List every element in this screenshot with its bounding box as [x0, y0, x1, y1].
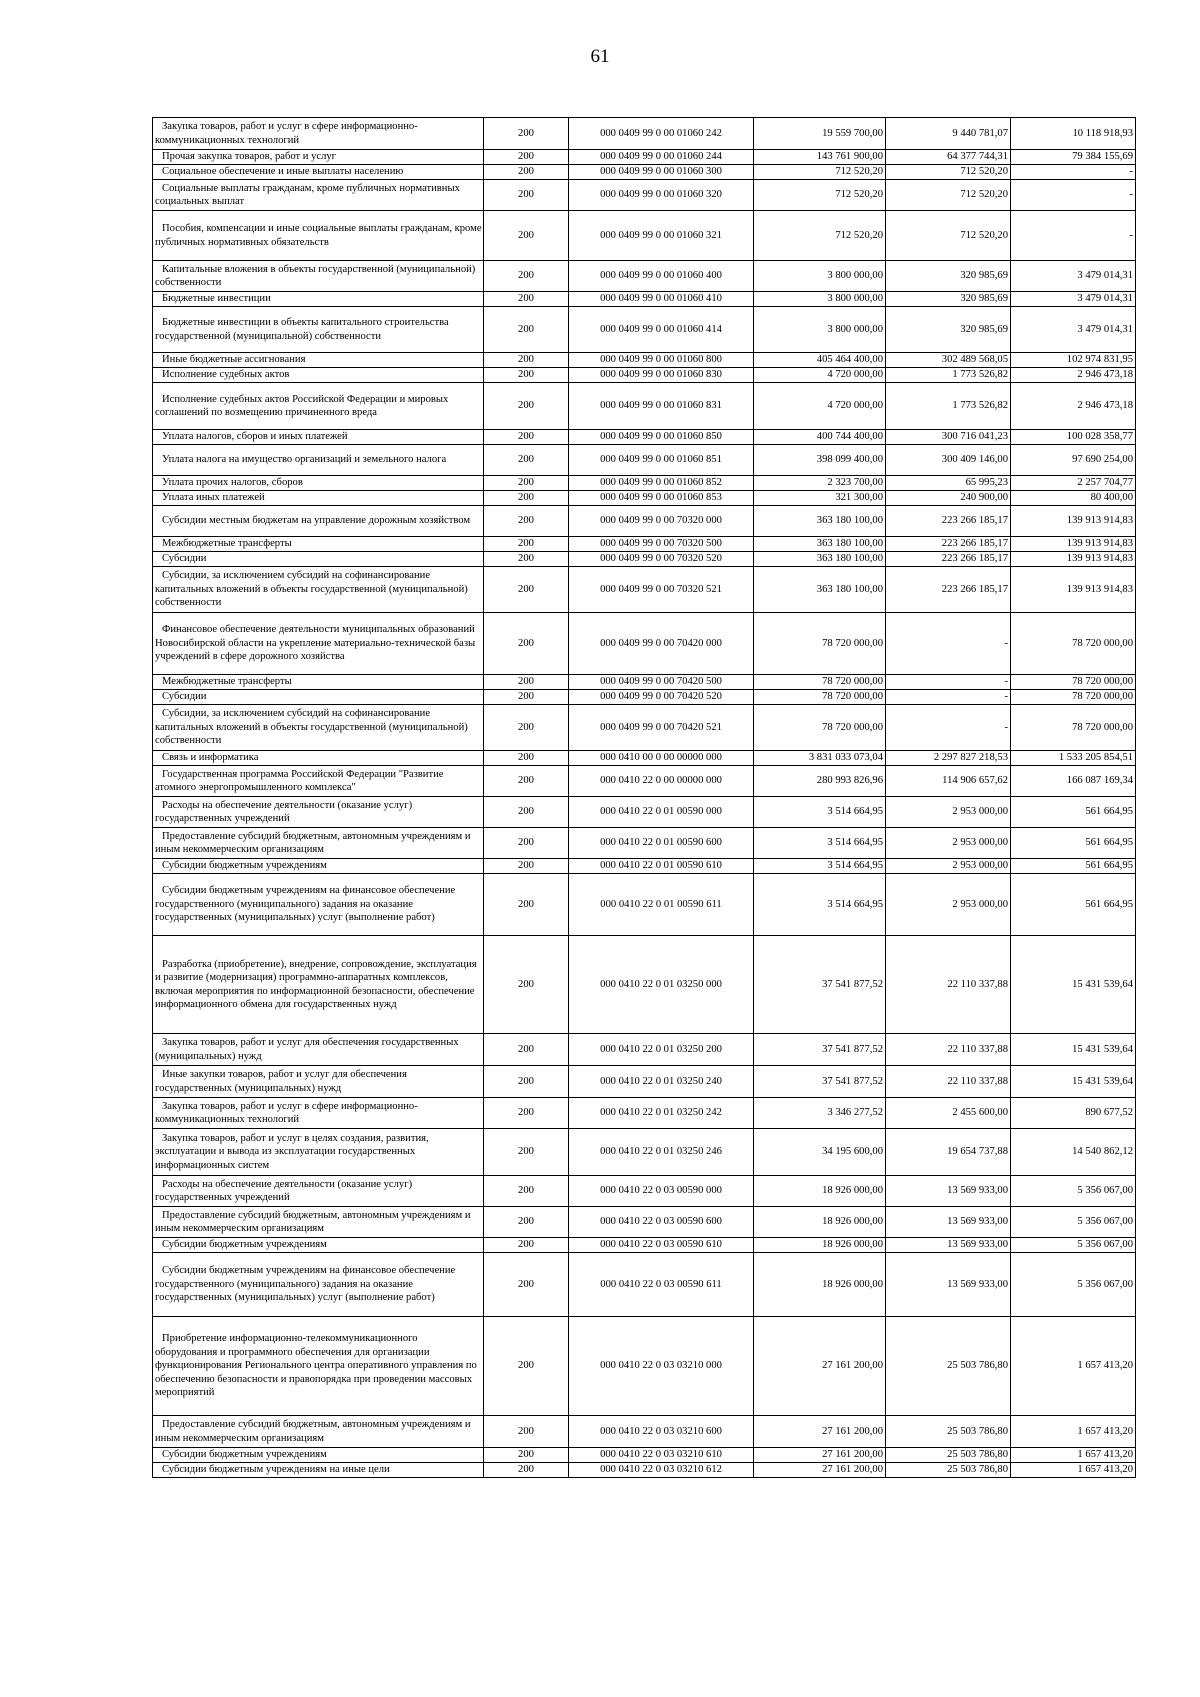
budget-code-cell: 000 0410 22 0 01 03250 246: [569, 1129, 754, 1176]
executed-amount-cell: 1 773 526,82: [886, 383, 1011, 430]
budget-code-cell: 000 0409 99 0 00 01060 410: [569, 292, 754, 307]
line-code-cell: 200: [484, 307, 569, 353]
line-code-cell: 200: [484, 675, 569, 690]
table-row: [153, 261, 1136, 292]
approved-amount-cell: 78 720 000,00: [754, 613, 886, 675]
budget-code-cell: 000 0409 99 0 00 01060 300: [569, 165, 754, 180]
expense-name-cell: Закупка товаров, работ и услуг для обеспечения государственных (муниципальных) нужд: [153, 1034, 484, 1066]
line-code-cell: 200: [484, 353, 569, 368]
unexecuted-amount-cell: 97 690 254,00: [1011, 445, 1136, 476]
unexecuted-amount-cell: 15 431 539,64: [1011, 1066, 1136, 1098]
budget-code-cell: 000 0409 99 0 00 01060 244: [569, 150, 754, 165]
line-code-cell: 200: [484, 1448, 569, 1463]
table-row: [153, 1463, 1136, 1478]
budget-code-cell: 000 0410 22 0 03 00590 600: [569, 1207, 754, 1238]
table-row: [153, 353, 1136, 368]
budget-code-cell: 000 0410 22 0 01 03250 242: [569, 1098, 754, 1129]
executed-amount-cell: 64 377 744,31: [886, 150, 1011, 165]
expense-name-cell: Уплата иных платежей: [153, 491, 484, 506]
expense-name-cell: Предоставление субсидий бюджетным, автономным учреждениям и иным некоммерческим организациям: [153, 828, 484, 859]
budget-code-cell: 000 0409 99 0 00 01060 320: [569, 180, 754, 211]
approved-amount-cell: 19 559 700,00: [754, 118, 886, 150]
expense-name-cell: Разработка (приобретение), внедрение, сопровождение, эксплуатация и развитие (модернизация) программно-аппаратных комплексов, включая мероприятия по информационной безопасности, обеспечение информационного обмена для государственных нужд: [153, 936, 484, 1034]
expense-name-cell: Межбюджетные трансферты: [153, 537, 484, 552]
table-row: [153, 430, 1136, 445]
budget-code-cell: 000 0410 22 0 01 03250 000: [569, 936, 754, 1034]
approved-amount-cell: 78 720 000,00: [754, 690, 886, 705]
budget-code-cell: 000 0410 22 0 03 00590 610: [569, 1238, 754, 1253]
unexecuted-amount-cell: -: [1011, 211, 1136, 261]
unexecuted-amount-cell: 3 479 014,31: [1011, 261, 1136, 292]
table-row: [153, 797, 1136, 828]
unexecuted-amount-cell: 3 479 014,31: [1011, 292, 1136, 307]
unexecuted-amount-cell: 1 657 413,20: [1011, 1416, 1136, 1448]
expense-name-cell: Субсидии: [153, 552, 484, 567]
table-row: [153, 150, 1136, 165]
expense-name-cell: Бюджетные инвестиции в объекты капитального строительства государственной (муниципальной) собственности: [153, 307, 484, 353]
unexecuted-amount-cell: 2 946 473,18: [1011, 383, 1136, 430]
executed-amount-cell: 19 654 737,88: [886, 1129, 1011, 1176]
approved-amount-cell: 280 993 826,96: [754, 766, 886, 797]
executed-amount-cell: 302 489 568,05: [886, 353, 1011, 368]
table-row: [153, 828, 1136, 859]
approved-amount-cell: 27 161 200,00: [754, 1463, 886, 1478]
line-code-cell: 200: [484, 445, 569, 476]
approved-amount-cell: 398 099 400,00: [754, 445, 886, 476]
approved-amount-cell: 3 514 664,95: [754, 828, 886, 859]
approved-amount-cell: 363 180 100,00: [754, 552, 886, 567]
expense-name-cell: Субсидии бюджетным учреждениям: [153, 859, 484, 874]
table-row: [153, 307, 1136, 353]
line-code-cell: 200: [484, 690, 569, 705]
table-row: [153, 506, 1136, 537]
approved-amount-cell: 405 464 400,00: [754, 353, 886, 368]
approved-amount-cell: 34 195 600,00: [754, 1129, 886, 1176]
table-row: [153, 1416, 1136, 1448]
executed-amount-cell: -: [886, 690, 1011, 705]
table-row: [153, 491, 1136, 506]
table-row: [153, 537, 1136, 552]
line-code-cell: 200: [484, 766, 569, 797]
unexecuted-amount-cell: 561 664,95: [1011, 797, 1136, 828]
table-row: [153, 552, 1136, 567]
budget-code-cell: 000 0409 99 0 00 01060 850: [569, 430, 754, 445]
executed-amount-cell: 114 906 657,62: [886, 766, 1011, 797]
approved-amount-cell: 363 180 100,00: [754, 567, 886, 613]
line-code-cell: 200: [484, 828, 569, 859]
table-row: [153, 1034, 1136, 1066]
unexecuted-amount-cell: 5 356 067,00: [1011, 1238, 1136, 1253]
budget-code-cell: 000 0410 22 0 03 03210 610: [569, 1448, 754, 1463]
approved-amount-cell: 18 926 000,00: [754, 1176, 886, 1207]
line-code-cell: 200: [484, 874, 569, 936]
executed-amount-cell: 320 985,69: [886, 261, 1011, 292]
unexecuted-amount-cell: 139 913 914,83: [1011, 567, 1136, 613]
approved-amount-cell: 37 541 877,52: [754, 1066, 886, 1098]
line-code-cell: 200: [484, 552, 569, 567]
approved-amount-cell: 78 720 000,00: [754, 705, 886, 751]
approved-amount-cell: 18 926 000,00: [754, 1253, 886, 1317]
budget-code-cell: 000 0410 22 0 01 03250 240: [569, 1066, 754, 1098]
executed-amount-cell: 25 503 786,80: [886, 1416, 1011, 1448]
budget-code-cell: 000 0410 22 0 01 00590 000: [569, 797, 754, 828]
table-row: [153, 766, 1136, 797]
table-row: [153, 1448, 1136, 1463]
expense-name-cell: Межбюджетные трансферты: [153, 675, 484, 690]
approved-amount-cell: 712 520,20: [754, 211, 886, 261]
line-code-cell: 200: [484, 180, 569, 211]
line-code-cell: 200: [484, 165, 569, 180]
executed-amount-cell: 223 266 185,17: [886, 567, 1011, 613]
unexecuted-amount-cell: 10 118 918,93: [1011, 118, 1136, 150]
approved-amount-cell: 3 800 000,00: [754, 292, 886, 307]
table-row: [153, 292, 1136, 307]
line-code-cell: 200: [484, 567, 569, 613]
executed-amount-cell: 65 995,23: [886, 476, 1011, 491]
line-code-cell: 200: [484, 383, 569, 430]
executed-amount-cell: -: [886, 613, 1011, 675]
budget-code-cell: 000 0410 00 0 00 00000 000: [569, 751, 754, 766]
table-row: [153, 1207, 1136, 1238]
expense-name-cell: Предоставление субсидий бюджетным, автономным учреждениям и иным некоммерческим организациям: [153, 1416, 484, 1448]
table-row: [153, 165, 1136, 180]
budget-code-cell: 000 0409 99 0 00 70320 521: [569, 567, 754, 613]
expense-name-cell: Пособия, компенсации и иные социальные выплаты гражданам, кроме публичных нормативных обязательств: [153, 211, 484, 261]
executed-amount-cell: 712 520,20: [886, 180, 1011, 211]
table-row: [153, 1238, 1136, 1253]
line-code-cell: 200: [484, 1238, 569, 1253]
expense-name-cell: Субсидии, за исключением субсидий на софинансирование капитальных вложений в объекты государственной (муниципальной) собственности: [153, 567, 484, 613]
budget-code-cell: 000 0409 99 0 00 01060 800: [569, 353, 754, 368]
unexecuted-amount-cell: 561 664,95: [1011, 828, 1136, 859]
table-row: [153, 180, 1136, 211]
line-code-cell: 200: [484, 506, 569, 537]
line-code-cell: 200: [484, 430, 569, 445]
expense-name-cell: Расходы на обеспечение деятельности (оказание услуг) государственных учреждений: [153, 1176, 484, 1207]
approved-amount-cell: 78 720 000,00: [754, 675, 886, 690]
executed-amount-cell: 1 773 526,82: [886, 368, 1011, 383]
line-code-cell: 200: [484, 118, 569, 150]
table-row: [153, 936, 1136, 1034]
unexecuted-amount-cell: 79 384 155,69: [1011, 150, 1136, 165]
budget-code-cell: 000 0410 22 0 01 00590 610: [569, 859, 754, 874]
unexecuted-amount-cell: 561 664,95: [1011, 859, 1136, 874]
expense-name-cell: Расходы на обеспечение деятельности (оказание услуг) государственных учреждений: [153, 797, 484, 828]
budget-code-cell: 000 0410 22 0 01 00590 600: [569, 828, 754, 859]
executed-amount-cell: 22 110 337,88: [886, 1034, 1011, 1066]
expense-name-cell: Субсидии бюджетным учреждениям на финансовое обеспечение государственного (муниципального) задания на оказание государственных (муниципальных) услуг (выполнение работ): [153, 1253, 484, 1317]
budget-code-cell: 000 0410 22 0 01 00590 611: [569, 874, 754, 936]
table-row: [153, 1098, 1136, 1129]
expense-name-cell: Субсидии, за исключением субсидий на софинансирование капитальных вложений в объекты государственной (муниципальной) собственности: [153, 705, 484, 751]
line-code-cell: 200: [484, 1253, 569, 1317]
unexecuted-amount-cell: -: [1011, 165, 1136, 180]
budget-code-cell: 000 0409 99 0 00 01060 400: [569, 261, 754, 292]
line-code-cell: 200: [484, 476, 569, 491]
budget-execution-table: [152, 117, 1136, 1478]
expense-name-cell: Капитальные вложения в объекты государственной (муниципальной) собственности: [153, 261, 484, 292]
budget-code-cell: 000 0409 99 0 00 01060 831: [569, 383, 754, 430]
unexecuted-amount-cell: 2 257 704,77: [1011, 476, 1136, 491]
executed-amount-cell: 13 569 933,00: [886, 1176, 1011, 1207]
approved-amount-cell: 321 300,00: [754, 491, 886, 506]
line-code-cell: 200: [484, 613, 569, 675]
table-row: [153, 859, 1136, 874]
executed-amount-cell: 13 569 933,00: [886, 1238, 1011, 1253]
table-row: [153, 211, 1136, 261]
table-row: [153, 476, 1136, 491]
expense-name-cell: Исполнение судебных актов: [153, 368, 484, 383]
unexecuted-amount-cell: 166 087 169,34: [1011, 766, 1136, 797]
unexecuted-amount-cell: 1 533 205 854,51: [1011, 751, 1136, 766]
budget-code-cell: 000 0409 99 0 00 01060 321: [569, 211, 754, 261]
table-row: [153, 445, 1136, 476]
approved-amount-cell: 712 520,20: [754, 165, 886, 180]
unexecuted-amount-cell: 561 664,95: [1011, 874, 1136, 936]
page-number: 61: [590, 46, 610, 67]
line-code-cell: 200: [484, 150, 569, 165]
unexecuted-amount-cell: 78 720 000,00: [1011, 675, 1136, 690]
line-code-cell: 200: [484, 936, 569, 1034]
expense-name-cell: Социальное обеспечение и иные выплаты населению: [153, 165, 484, 180]
unexecuted-amount-cell: 1 657 413,20: [1011, 1463, 1136, 1478]
executed-amount-cell: 2 953 000,00: [886, 797, 1011, 828]
unexecuted-amount-cell: 14 540 862,12: [1011, 1129, 1136, 1176]
expense-name-cell: Субсидии бюджетным учреждениям: [153, 1238, 484, 1253]
table-row: [153, 1253, 1136, 1317]
expense-name-cell: Связь и информатика: [153, 751, 484, 766]
unexecuted-amount-cell: 139 913 914,83: [1011, 552, 1136, 567]
budget-code-cell: 000 0409 99 0 00 01060 853: [569, 491, 754, 506]
approved-amount-cell: 3 346 277,52: [754, 1098, 886, 1129]
approved-amount-cell: 3 514 664,95: [754, 797, 886, 828]
executed-amount-cell: 13 569 933,00: [886, 1207, 1011, 1238]
budget-code-cell: 000 0409 99 0 00 01060 830: [569, 368, 754, 383]
executed-amount-cell: 9 440 781,07: [886, 118, 1011, 150]
expense-name-cell: Уплата налогов, сборов и иных платежей: [153, 430, 484, 445]
expense-name-cell: Субсидии местным бюджетам на управление дорожным хозяйством: [153, 506, 484, 537]
budget-code-cell: 000 0409 99 0 00 70420 521: [569, 705, 754, 751]
line-code-cell: 200: [484, 1463, 569, 1478]
approved-amount-cell: 3 831 033 073,04: [754, 751, 886, 766]
approved-amount-cell: 4 720 000,00: [754, 383, 886, 430]
line-code-cell: 200: [484, 491, 569, 506]
executed-amount-cell: 712 520,20: [886, 211, 1011, 261]
unexecuted-amount-cell: 139 913 914,83: [1011, 537, 1136, 552]
unexecuted-amount-cell: 2 946 473,18: [1011, 368, 1136, 383]
unexecuted-amount-cell: 890 677,52: [1011, 1098, 1136, 1129]
executed-amount-cell: 223 266 185,17: [886, 552, 1011, 567]
expense-name-cell: Субсидии: [153, 690, 484, 705]
expense-name-cell: Субсидии бюджетным учреждениям на финансовое обеспечение государственного (муниципального) задания на оказание государственных (муниципальных) услуг (выполнение работ): [153, 874, 484, 936]
unexecuted-amount-cell: 100 028 358,77: [1011, 430, 1136, 445]
table-row: [153, 751, 1136, 766]
unexecuted-amount-cell: 5 356 067,00: [1011, 1253, 1136, 1317]
unexecuted-amount-cell: 80 400,00: [1011, 491, 1136, 506]
approved-amount-cell: 363 180 100,00: [754, 506, 886, 537]
expense-name-cell: Финансовое обеспечение деятельности муниципальных образований Новосибирской области на укрепление материально-технической базы учреждений в сфере дорожного хозяйства: [153, 613, 484, 675]
budget-code-cell: 000 0410 22 0 03 03210 000: [569, 1317, 754, 1416]
approved-amount-cell: 27 161 200,00: [754, 1448, 886, 1463]
executed-amount-cell: 712 520,20: [886, 165, 1011, 180]
approved-amount-cell: 4 720 000,00: [754, 368, 886, 383]
unexecuted-amount-cell: 15 431 539,64: [1011, 1034, 1136, 1066]
expense-name-cell: Прочая закупка товаров, работ и услуг: [153, 150, 484, 165]
executed-amount-cell: 223 266 185,17: [886, 506, 1011, 537]
executed-amount-cell: 2 455 600,00: [886, 1098, 1011, 1129]
unexecuted-amount-cell: 78 720 000,00: [1011, 690, 1136, 705]
executed-amount-cell: 2 953 000,00: [886, 828, 1011, 859]
approved-amount-cell: 2 323 700,00: [754, 476, 886, 491]
line-code-cell: 200: [484, 537, 569, 552]
approved-amount-cell: 3 514 664,95: [754, 874, 886, 936]
table-body: [153, 118, 1136, 1478]
table-row: [153, 368, 1136, 383]
executed-amount-cell: 2 953 000,00: [886, 874, 1011, 936]
budget-code-cell: 000 0409 99 0 00 70320 500: [569, 537, 754, 552]
expense-name-cell: Приобретение информационно-телекоммуникационного оборудования и программного обеспечения для организации функционирования Регионального центра оперативного управления по обеспечению безопасности и правопорядка при проведении массовых мероприятий: [153, 1317, 484, 1416]
table-row: [153, 1129, 1136, 1176]
table-row: [153, 1066, 1136, 1098]
budget-code-cell: 000 0409 99 0 00 70320 000: [569, 506, 754, 537]
executed-amount-cell: -: [886, 705, 1011, 751]
approved-amount-cell: 18 926 000,00: [754, 1238, 886, 1253]
unexecuted-amount-cell: 5 356 067,00: [1011, 1207, 1136, 1238]
budget-code-cell: 000 0409 99 0 00 70420 520: [569, 690, 754, 705]
budget-code-cell: 000 0409 99 0 00 01060 852: [569, 476, 754, 491]
executed-amount-cell: -: [886, 675, 1011, 690]
executed-amount-cell: 22 110 337,88: [886, 936, 1011, 1034]
expense-name-cell: Уплата прочих налогов, сборов: [153, 476, 484, 491]
table-row: [153, 118, 1136, 150]
line-code-cell: 200: [484, 1176, 569, 1207]
expense-name-cell: Уплата налога на имущество организаций и земельного налога: [153, 445, 484, 476]
executed-amount-cell: 300 716 041,23: [886, 430, 1011, 445]
executed-amount-cell: 320 985,69: [886, 292, 1011, 307]
executed-amount-cell: 25 503 786,80: [886, 1317, 1011, 1416]
line-code-cell: 200: [484, 1098, 569, 1129]
table-row: [153, 705, 1136, 751]
line-code-cell: 200: [484, 1207, 569, 1238]
budget-code-cell: 000 0409 99 0 00 70420 000: [569, 613, 754, 675]
executed-amount-cell: 223 266 185,17: [886, 537, 1011, 552]
budget-code-cell: 000 0409 99 0 00 70320 520: [569, 552, 754, 567]
unexecuted-amount-cell: 15 431 539,64: [1011, 936, 1136, 1034]
line-code-cell: 200: [484, 705, 569, 751]
line-code-cell: 200: [484, 292, 569, 307]
table-row: [153, 675, 1136, 690]
approved-amount-cell: 143 761 900,00: [754, 150, 886, 165]
executed-amount-cell: 25 503 786,80: [886, 1463, 1011, 1478]
budget-code-cell: 000 0410 22 0 01 03250 200: [569, 1034, 754, 1066]
expense-name-cell: Государственная программа Российской Федерации "Развитие атомного энергопромышленного комплекса": [153, 766, 484, 797]
approved-amount-cell: 27 161 200,00: [754, 1317, 886, 1416]
approved-amount-cell: 3 800 000,00: [754, 307, 886, 353]
approved-amount-cell: 18 926 000,00: [754, 1207, 886, 1238]
table-row: [153, 690, 1136, 705]
executed-amount-cell: 13 569 933,00: [886, 1253, 1011, 1317]
unexecuted-amount-cell: 139 913 914,83: [1011, 506, 1136, 537]
unexecuted-amount-cell: 102 974 831,95: [1011, 353, 1136, 368]
approved-amount-cell: 37 541 877,52: [754, 1034, 886, 1066]
line-code-cell: 200: [484, 1129, 569, 1176]
budget-code-cell: 000 0410 22 0 03 00590 611: [569, 1253, 754, 1317]
approved-amount-cell: 3 800 000,00: [754, 261, 886, 292]
approved-amount-cell: 3 514 664,95: [754, 859, 886, 874]
line-code-cell: 200: [484, 859, 569, 874]
unexecuted-amount-cell: 1 657 413,20: [1011, 1448, 1136, 1463]
line-code-cell: 200: [484, 368, 569, 383]
executed-amount-cell: 22 110 337,88: [886, 1066, 1011, 1098]
line-code-cell: 200: [484, 1317, 569, 1416]
executed-amount-cell: 240 900,00: [886, 491, 1011, 506]
unexecuted-amount-cell: 1 657 413,20: [1011, 1317, 1136, 1416]
table-row: [153, 1176, 1136, 1207]
budget-code-cell: 000 0410 22 0 00 00000 000: [569, 766, 754, 797]
budget-code-cell: 000 0410 22 0 03 03210 612: [569, 1463, 754, 1478]
table-row: [153, 874, 1136, 936]
expense-name-cell: Закупка товаров, работ и услуг в сфере информационно-коммуникационных технологий: [153, 118, 484, 150]
approved-amount-cell: 363 180 100,00: [754, 537, 886, 552]
expense-name-cell: Исполнение судебных актов Российской Федерации и мировых соглашений по возмещению причиненного вреда: [153, 383, 484, 430]
expense-name-cell: Иные закупки товаров, работ и услуг для обеспечения государственных (муниципальных) нужд: [153, 1066, 484, 1098]
executed-amount-cell: 300 409 146,00: [886, 445, 1011, 476]
table-row: [153, 383, 1136, 430]
executed-amount-cell: 2 297 827 218,53: [886, 751, 1011, 766]
unexecuted-amount-cell: -: [1011, 180, 1136, 211]
approved-amount-cell: 37 541 877,52: [754, 936, 886, 1034]
line-code-cell: 200: [484, 1034, 569, 1066]
expense-name-cell: Предоставление субсидий бюджетным, автономным учреждениям и иным некоммерческим организациям: [153, 1207, 484, 1238]
line-code-cell: 200: [484, 797, 569, 828]
executed-amount-cell: 320 985,69: [886, 307, 1011, 353]
expense-name-cell: Закупка товаров, работ и услуг в целях создания, развития, эксплуатации и вывода из эксплуатации государственных информационных систем: [153, 1129, 484, 1176]
unexecuted-amount-cell: 78 720 000,00: [1011, 613, 1136, 675]
expense-name-cell: Социальные выплаты гражданам, кроме публичных нормативных социальных выплат: [153, 180, 484, 211]
expense-name-cell: Субсидии бюджетным учреждениям на иные цели: [153, 1463, 484, 1478]
line-code-cell: 200: [484, 261, 569, 292]
approved-amount-cell: 400 744 400,00: [754, 430, 886, 445]
budget-code-cell: 000 0410 22 0 03 03210 600: [569, 1416, 754, 1448]
expense-name-cell: Закупка товаров, работ и услуг в сфере информационно-коммуникационных технологий: [153, 1098, 484, 1129]
table-row: [153, 613, 1136, 675]
line-code-cell: 200: [484, 1416, 569, 1448]
expense-name-cell: Иные бюджетные ассигнования: [153, 353, 484, 368]
budget-code-cell: 000 0409 99 0 00 01060 851: [569, 445, 754, 476]
approved-amount-cell: 27 161 200,00: [754, 1416, 886, 1448]
line-code-cell: 200: [484, 211, 569, 261]
table-row: [153, 567, 1136, 613]
unexecuted-amount-cell: 3 479 014,31: [1011, 307, 1136, 353]
expense-name-cell: Субсидии бюджетным учреждениям: [153, 1448, 484, 1463]
expense-name-cell: Бюджетные инвестиции: [153, 292, 484, 307]
unexecuted-amount-cell: 78 720 000,00: [1011, 705, 1136, 751]
table-row: [153, 1317, 1136, 1416]
approved-amount-cell: 712 520,20: [754, 180, 886, 211]
line-code-cell: 200: [484, 1066, 569, 1098]
budget-code-cell: 000 0410 22 0 03 00590 000: [569, 1176, 754, 1207]
budget-code-cell: 000 0409 99 0 00 01060 414: [569, 307, 754, 353]
unexecuted-amount-cell: 5 356 067,00: [1011, 1176, 1136, 1207]
executed-amount-cell: 25 503 786,80: [886, 1448, 1011, 1463]
budget-code-cell: 000 0409 99 0 00 70420 500: [569, 675, 754, 690]
budget-code-cell: 000 0409 99 0 00 01060 242: [569, 118, 754, 150]
line-code-cell: 200: [484, 751, 569, 766]
executed-amount-cell: 2 953 000,00: [886, 859, 1011, 874]
